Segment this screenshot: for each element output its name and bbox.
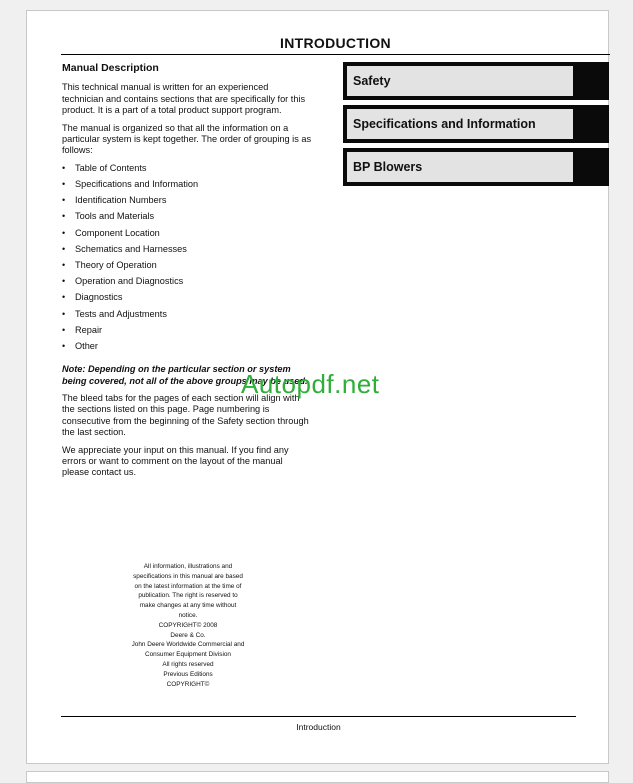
copyright-line: make changes at any time without: [139, 602, 237, 610]
list-item: • Tests and Adjustments: [62, 309, 312, 325]
page-title: INTRODUCTION: [280, 35, 391, 51]
tab-specifications-and-information[interactable]: [343, 105, 609, 143]
list-item: • Table of Contents: [62, 163, 312, 179]
copyright-line: John Deere Worldwide Commercial and: [131, 641, 245, 649]
copyright-line: COPYRIGHT© 2008: [158, 621, 218, 629]
list-item: • Specifications and Information: [62, 179, 312, 195]
copyright-line: COPYRIGHT©: [166, 680, 210, 688]
copyright-line: specifications in this manual are based: [133, 572, 243, 580]
list-item: • Diagnostics: [62, 292, 312, 308]
copyright-line: Previous Editions: [163, 670, 213, 678]
manual-page: [26, 10, 609, 764]
footer-rule: [61, 716, 576, 717]
list-item: • Repair: [62, 325, 312, 341]
title-rule: [61, 54, 610, 55]
description-paragraph-1: This technical manual is written for an experienced technician and contains sections that are specifically for this product. It is a part of a total product support program.: [62, 82, 306, 116]
next-page-edge: [26, 771, 609, 783]
tab-bp-blowers[interactable]: [343, 148, 609, 186]
section-heading: Manual Description: [62, 62, 159, 74]
copyright-line: notice.: [178, 611, 198, 619]
tab-label: Safety: [347, 66, 573, 96]
copyright-line: Consumer Equipment Division: [145, 651, 231, 659]
list-item: • Theory of Operation: [62, 260, 312, 276]
tab-label: Specifications and Information: [347, 109, 573, 139]
description-paragraph-4: We appreciate your input on this manual. If you find any errors or want to comment on the layout of the manual please contact us.: [62, 444, 289, 478]
manual-description: [62, 63, 312, 485]
tab-label: BP Blowers: [347, 152, 573, 182]
description-paragraph-3: The bleed tabs for the pages of each section will align with the sections listed on this page. Page numbering is consecutive from the beginning of the Safety section through the last section.: [62, 392, 309, 438]
grouping-list: [62, 163, 312, 357]
list-item: • Schematics and Harnesses: [62, 244, 312, 260]
copyright-line: Deere & Co.: [170, 631, 206, 639]
copyright-line: All rights reserved: [162, 660, 214, 668]
copyright-line: publication. The right is reserved to: [138, 592, 238, 600]
watermark: Autopdf.net: [241, 369, 380, 399]
description-paragraph-2: The manual is organized so that all the information on a particular system is kept together. The order of grouping is as follows:: [62, 122, 312, 156]
tab-safety[interactable]: [343, 62, 609, 100]
list-item: • Operation and Diagnostics: [62, 276, 312, 292]
list-item: • Identification Numbers: [62, 195, 312, 211]
list-item: • Component Location: [62, 228, 312, 244]
note-text: Note: Depending on the particular section or system being covered, not all of the above groups may be used.: [62, 364, 308, 386]
list-item: • Other: [62, 341, 312, 357]
copyright-block: [113, 562, 263, 689]
copyright-line: on the latest information at the time of: [134, 582, 242, 590]
page-footer: Introduction: [296, 722, 341, 732]
list-item: • Tools and Materials: [62, 211, 312, 227]
copyright-line: All information, illustrations and: [143, 563, 233, 570]
